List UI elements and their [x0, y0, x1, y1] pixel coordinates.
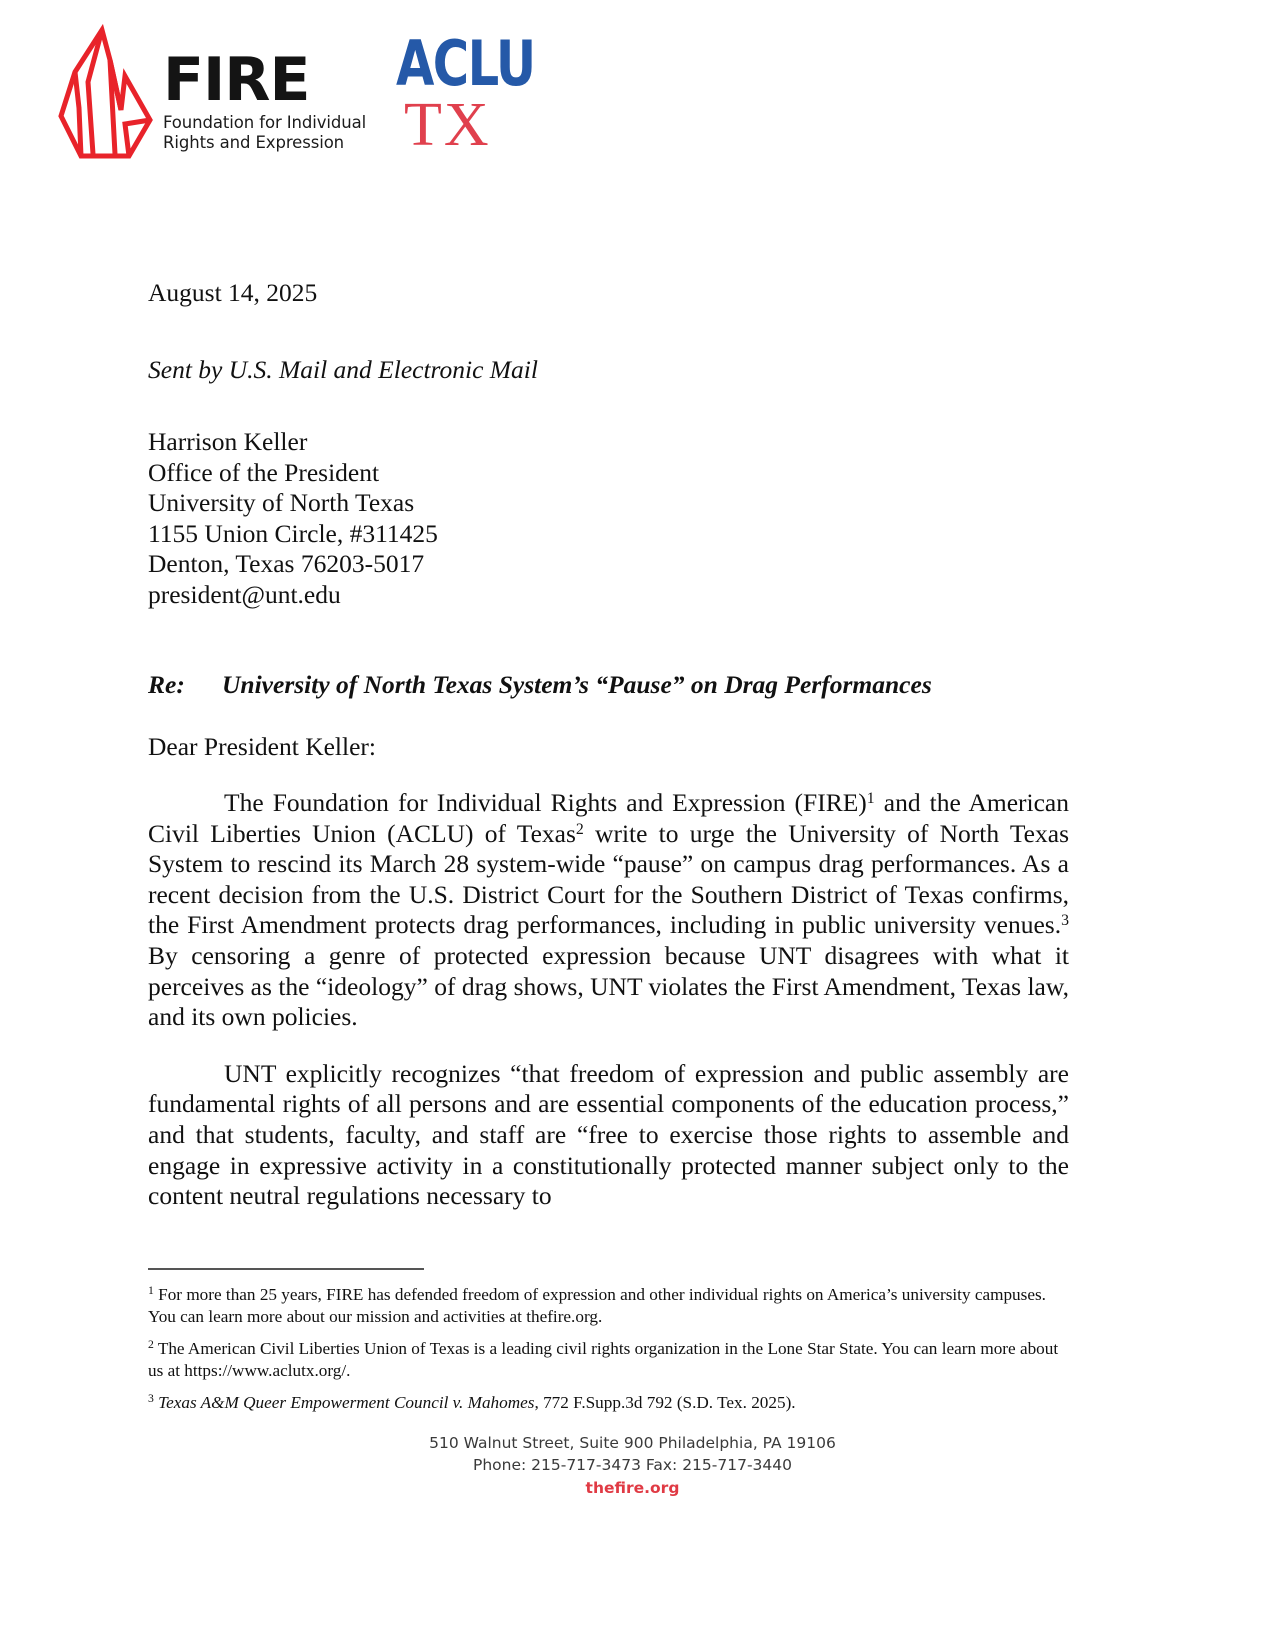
- footnote-item: [148, 1392, 1069, 1414]
- recipient-line: 1155 Union Circle, #311425: [148, 518, 438, 548]
- case-citation-title: Texas A&M Queer Empowerment Council v. Mahomes: [158, 1393, 535, 1412]
- subject-text: University of North Texas System’s “Pause” on Drag Performances: [222, 670, 932, 699]
- letter-date: August 14, 2025: [148, 278, 318, 307]
- footnote-text: Texas A&M Queer Empowerment Council v. Mahomes, 772 F.Supp.3d 792 (S.D. Tex. 2025).: [158, 1393, 796, 1412]
- footnotes-section: [148, 1268, 1069, 1425]
- recipient-address-block: [148, 427, 1069, 610]
- aclu-state-abbrev: TX: [404, 91, 491, 159]
- footer-website-link[interactable]: thefire.org: [585, 1479, 680, 1497]
- footnote-reference: 1: [866, 789, 875, 807]
- footnote-text: The American Civil Liberties Union of Texas is a leading civil rights organization in the Lone Star State. You can learn more about us at https://www.aclutx.org/.: [148, 1339, 1059, 1380]
- footnote-item: [148, 1284, 1069, 1327]
- footnote-marker: 1: [148, 1284, 154, 1298]
- recipient-line: Harrison Keller: [148, 427, 308, 456]
- fire-tagline: [163, 113, 366, 153]
- body-paragraph-2: UNT explicitly recognizes “that freedom of expression and public assembly are fundamental rights of all persons and are essential components of the education process,” and that students, faculty, and staff are “free to exercise those rights to assemble and engage in expressive activity in a constitutionally protected manner subject only to the content neutral regulations necessary to: [148, 1058, 1069, 1211]
- footnote-text: For more than 25 years, FIRE has defended freedom of expression and other individual rights on America’s university campuses. You can learn more about our mission and activities at thefire.org.: [148, 1285, 1046, 1326]
- aclu-logo: [396, 27, 569, 159]
- recipient-line: Denton, Texas 76203-5017: [148, 549, 425, 578]
- fire-wordmark-block: [163, 24, 366, 153]
- fire-logo: [55, 24, 366, 164]
- fire-tagline-line2: Rights and Expression: [163, 133, 345, 152]
- footnote-reference: 2: [575, 820, 584, 838]
- footnote-reference: 3: [1061, 912, 1069, 930]
- fire-wordmark: FIRE: [163, 45, 310, 115]
- footnote-item: [148, 1338, 1069, 1381]
- page-footer: [0, 1432, 1265, 1500]
- recipient-line: University of North Texas: [148, 488, 415, 517]
- subject-label: Re:: [148, 670, 185, 699]
- delivery-note: Sent by U.S. Mail and Electronic Mail: [148, 355, 538, 384]
- body-paragraph-1: The Foundation for Individual Rights and Expression (FIRE)$^1$ and the American Civil Liberties Union (ACLU) of Texas$^2$ write to urge the University of North Texas System to rescind its March 28 system-wide “pause” on campus drag performances. As a recent decision from the U.S. District Court for the Southern District of Texas confirms, the First Amendment protects drag performances, including in public university venues.$^3$ By censoring a genre of protected expression because UNT disagrees with what it perceives as the “ideology” of drag shows, UNT violates the First Amendment, Texas law, and its own policies.: [148, 788, 1069, 1032]
- footer-contact: Phone: 215-717-3473 Fax: 215-717-3440: [472, 1456, 792, 1474]
- footnote-marker: 3: [148, 1392, 154, 1406]
- aclu-wordmark: ACLU: [396, 27, 535, 100]
- letter-body: [148, 278, 1069, 1212]
- salutation: Dear President Keller:: [148, 732, 376, 761]
- fire-tagline-line1: Foundation for Individual: [163, 113, 367, 132]
- fire-flame-icon: [55, 24, 155, 164]
- recipient-line: Office of the President: [148, 457, 380, 487]
- footnote-marker: 2: [148, 1338, 154, 1352]
- subject-line: [148, 670, 1069, 700]
- footnote-separator-rule: [148, 1268, 424, 1270]
- letterhead: [0, 0, 1265, 190]
- footer-address: 510 Walnut Street, Suite 900 Philadelphia, PA 19106: [429, 1434, 836, 1452]
- recipient-email: president@unt.edu: [148, 579, 341, 609]
